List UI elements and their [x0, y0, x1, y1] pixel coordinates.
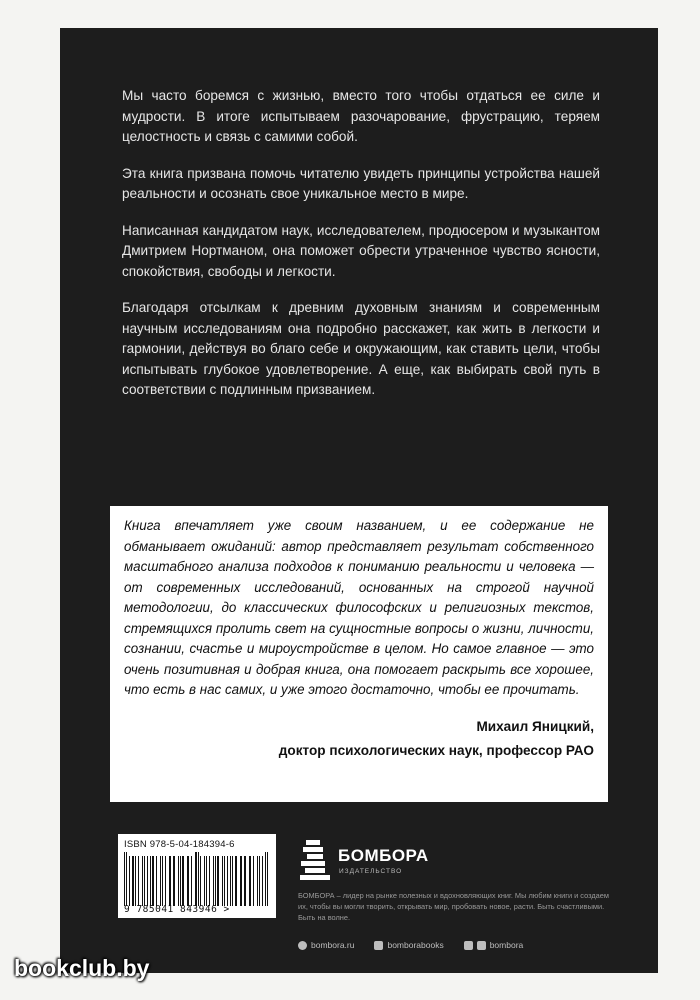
barcode-bar — [191, 856, 192, 906]
site-link[interactable] — [298, 940, 354, 950]
instagram-label: bomborabooks — [387, 940, 444, 950]
publisher-name: БОМБОРА — [338, 846, 429, 865]
barcode-bar — [213, 856, 214, 906]
telegram-icon — [477, 941, 486, 950]
blurb-paragraph: Благодаря отсылкам к древним духовным знаниям и современным научным исследованиям она подробно расскажет, как жить в легкости и гармонии, действуя во благо себе и окружающим, как ставить цели, чтобы испытывать глубокое удовлетворение. А еще, как выбирать свой путь в соответствии с подлинным призванием. — [122, 300, 600, 397]
barcode-bar — [227, 856, 228, 906]
barcode-bar — [126, 852, 127, 906]
barcode-bar — [259, 856, 260, 906]
publisher-description: БОМБОРА – лидер на рынке полезных и вдохновляющих книг. Мы любим книги и создаем их, чтобы вы могли творить, открывать мир, пробовать новое, расти. Быть счастливыми. Быть на волне. — [298, 891, 609, 922]
barcode-bar — [230, 856, 231, 906]
bombora-logo-icon — [298, 838, 332, 882]
isbn: ISBN 978-5-04-184394-6 — [124, 839, 235, 850]
barcode-bar — [204, 856, 205, 906]
back-cover — [60, 28, 658, 973]
barcode-bar — [253, 856, 254, 906]
vk-icon — [464, 941, 473, 950]
barcode-bar — [138, 856, 139, 906]
barcode-bar — [142, 856, 143, 906]
barcode-bar — [257, 856, 258, 906]
barcode-bar — [200, 856, 201, 906]
barcode-bars — [124, 852, 270, 906]
barcode-bar — [188, 856, 189, 906]
barcode-bar — [195, 852, 197, 906]
watermark: bookclub.by — [14, 955, 150, 981]
barcode-bar — [169, 856, 170, 906]
barcode-bar — [182, 856, 183, 906]
barcode-bar — [232, 856, 233, 906]
barcode-bar — [165, 856, 166, 906]
barcode-bar — [162, 856, 163, 906]
barcode-bar — [156, 856, 157, 906]
barcode-bar — [241, 856, 242, 906]
barcode-bar — [224, 856, 225, 906]
barcode-bar — [209, 856, 210, 906]
barcode-bar — [129, 856, 130, 906]
review-author-title: доктор психологических наук, профессор РАО — [278, 742, 594, 758]
barcode-bar — [217, 856, 219, 906]
barcode-bar — [244, 856, 246, 906]
publisher-logo — [298, 838, 428, 888]
review-author: Михаил Яницкий, — [476, 718, 594, 734]
barcode-bar — [150, 856, 151, 906]
blurb-paragraph: Мы часто боремся с жизнью, вместо того чтобы отдаться ее силе и мудрости. В итоге испытываем разочарование, фрустрацию, теряем целостность и связь с самими собой. — [122, 88, 600, 144]
barcode-bar — [249, 856, 250, 906]
barcode-bar — [262, 856, 263, 906]
barcode-bar — [265, 852, 266, 906]
barcode-bar — [250, 856, 251, 906]
review-quote: Книга впечатляет уже своим названием, и ее содержание не обманывает ожиданий: автор представляет результат собственного масштабного анализа подходов к пониманию реальности и человека — от современных исследований, основанных на строгой научной методологии, до классических философских и религиозных текстов, стремящихся пролить свет на сущностные вопросы о жизни, личности, сознании, счастье и мироустройстве в целом. Но самое главное — это очень позитивная и добрая книга, она помогает раскрыть все хорошее, что есть в нас самих, и уже этого достаточно, чтобы ее прочитать. — [124, 518, 594, 697]
barcode-bar — [240, 856, 241, 906]
publisher-subtitle: ИЗДАТЕЛЬСТВО — [339, 868, 403, 875]
instagram-link[interactable] — [374, 940, 443, 950]
blurb — [122, 86, 600, 417]
barcode-bar — [144, 856, 145, 906]
globe-icon — [298, 941, 307, 950]
social-link[interactable] — [464, 940, 524, 950]
blurb-paragraph: Написанная кандидатом наук, исследователем, продюсером и музыкантом Дмитрием Нортманом, она поможет обрести утраченное чувство ясности, спокойствия, свободы и легкости. — [122, 222, 600, 279]
barcode-bar — [152, 856, 154, 906]
barcode-box — [118, 834, 276, 918]
barcode-bar — [135, 856, 136, 906]
review-quote-box — [110, 506, 608, 802]
barcode-bar — [147, 856, 148, 906]
publisher-socials — [298, 940, 523, 950]
barcode-bar — [178, 856, 179, 906]
barcode-bar — [222, 856, 223, 906]
barcode-bar — [198, 852, 199, 906]
barcode-bar — [206, 856, 207, 906]
barcode-number: 9 785041 843946 > — [124, 904, 230, 915]
social-label: bombora — [489, 940, 524, 950]
barcode-bar — [235, 856, 236, 906]
barcode-bar — [170, 856, 171, 906]
barcode-bar — [187, 856, 188, 906]
barcode-bar — [215, 856, 216, 906]
barcode-bar — [160, 856, 161, 906]
barcode-bar — [124, 852, 125, 906]
instagram-icon — [374, 941, 383, 950]
barcode-bar — [173, 856, 175, 906]
barcode-bar — [180, 856, 181, 906]
blurb-paragraph: Эта книга призвана помочь читателю увидеть принципы устройства нашей реальности и осознать свое уникальное место в мире. — [122, 165, 600, 201]
barcode-bar — [132, 856, 134, 906]
barcode-bar — [267, 852, 268, 906]
site-label: bombora.ru — [311, 940, 355, 950]
